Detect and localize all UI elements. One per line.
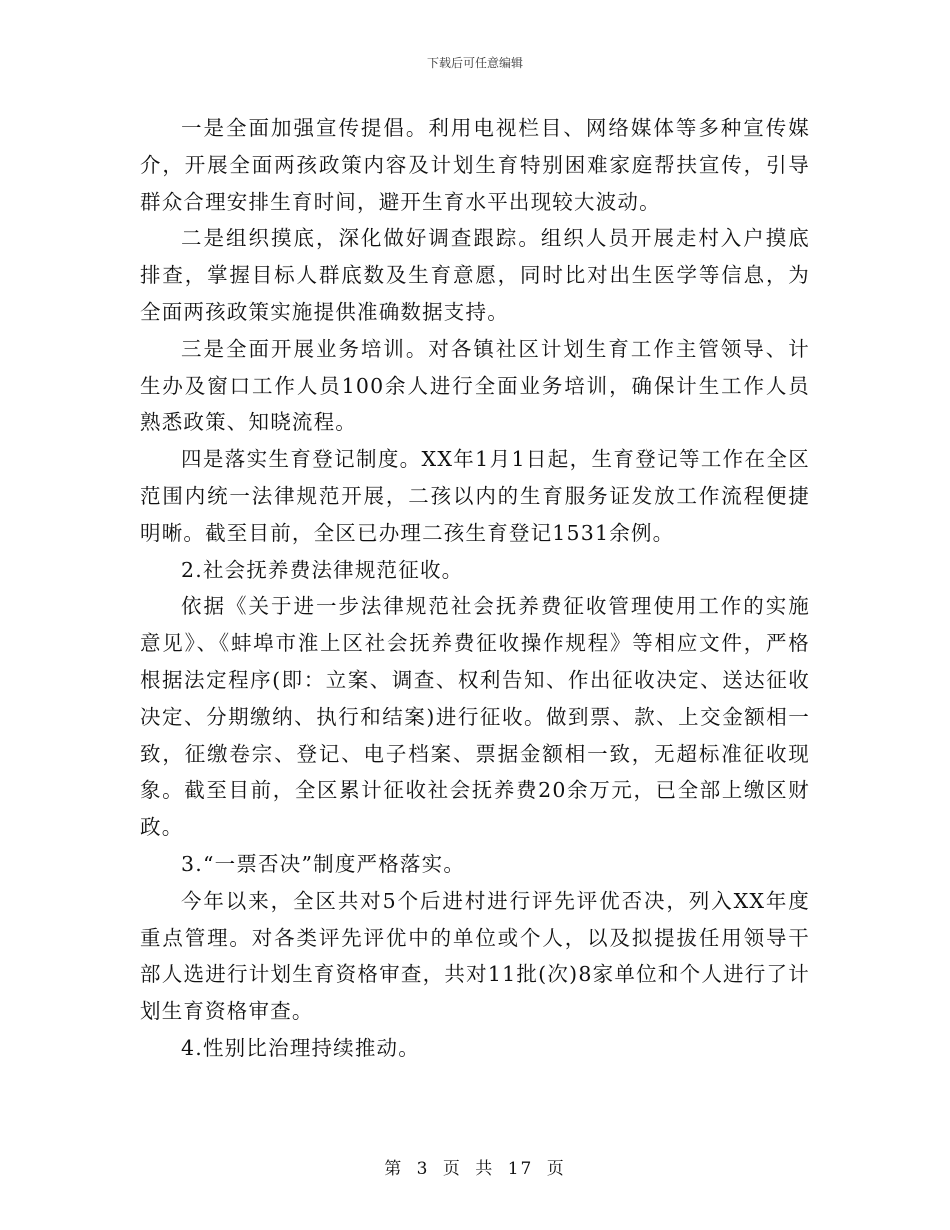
paragraph-1: 一是全面加强宣传提倡。利用电视栏目、网络媒体等多种宣传媒介，开展全面两孩政策内容及计划生育特别困难家庭帮扶宣传，引导群众合理安排生育时间，避开生育水平出现较大波动。 [140,116,810,214]
paragraph-5: 依据《关于进一步法律规范社会抚养费征收管理使用工作的实施意见》、《蚌埠市淮上区社会抚养费征收操作规程》等相应文件，严格根据法定程序(即：立案、调查、权利告知、作出征收决定、送达征收决定、分期缴纳、执行和结案)进行征收。做到票、款、上交金额相一致，征缴卷宗、登记、电子档案、票据金额相一致，无超标准征收现象。截至目前，全区累计征收社会抚养费20余万元，已全部上缴区财政。 [140,594,810,840]
document-body [140,110,810,1067]
footer-total-word: 共 [475,1159,495,1179]
footer-prefix: 第 [384,1159,404,1179]
footer-page-word: 页 [442,1159,462,1179]
page-footer [0,1154,950,1179]
footer-total-pages: 17 [507,1159,534,1179]
section-heading-4: 4.性别比治理持续推动。 [181,1035,420,1060]
footer-current-page: 3 [416,1159,430,1179]
paragraph-2: 二是组织摸底，深化做好调查跟踪。组织人员开展走村入户摸底排查，掌握目标人群底数及生育意愿，同时比对出生医学等信息，为全面两孩政策实施提供准确数据支持。 [140,226,810,324]
section-heading-2: 2.社会抚养费法律规范征收。 [181,557,464,582]
paragraph-6: 今年以来，全区共对5个后进村进行评先评优否决，列入XX年度重点管理。对各类评先评优中的单位或个人，以及拟提拔任用领导干部人选进行计划生育资格审查，共对11批(次)8家单位和个人进行了计划生育资格审查。 [140,888,810,1024]
footer-suffix: 页 [546,1159,566,1179]
section-heading-3: 3.“一票否决”制度严格落实。 [181,851,466,876]
paragraph-4: 四是落实生育登记制度。XX年1月1日起，生育登记等工作在全区范围内统一法律规范开展，二孩以内的生育服务证发放工作流程便捷明晰。截至目前，全区已办理二孩生育登记1531余例。 [140,447,810,545]
paragraph-3: 三是全面开展业务培训。对各镇社区计划生育工作主管领导、计生办及窗口工作人员100余人进行全面业务培训，确保计生工作人员熟悉政策、知晓流程。 [140,336,810,435]
page-header: 下载后可任意编辑 [426,56,523,70]
